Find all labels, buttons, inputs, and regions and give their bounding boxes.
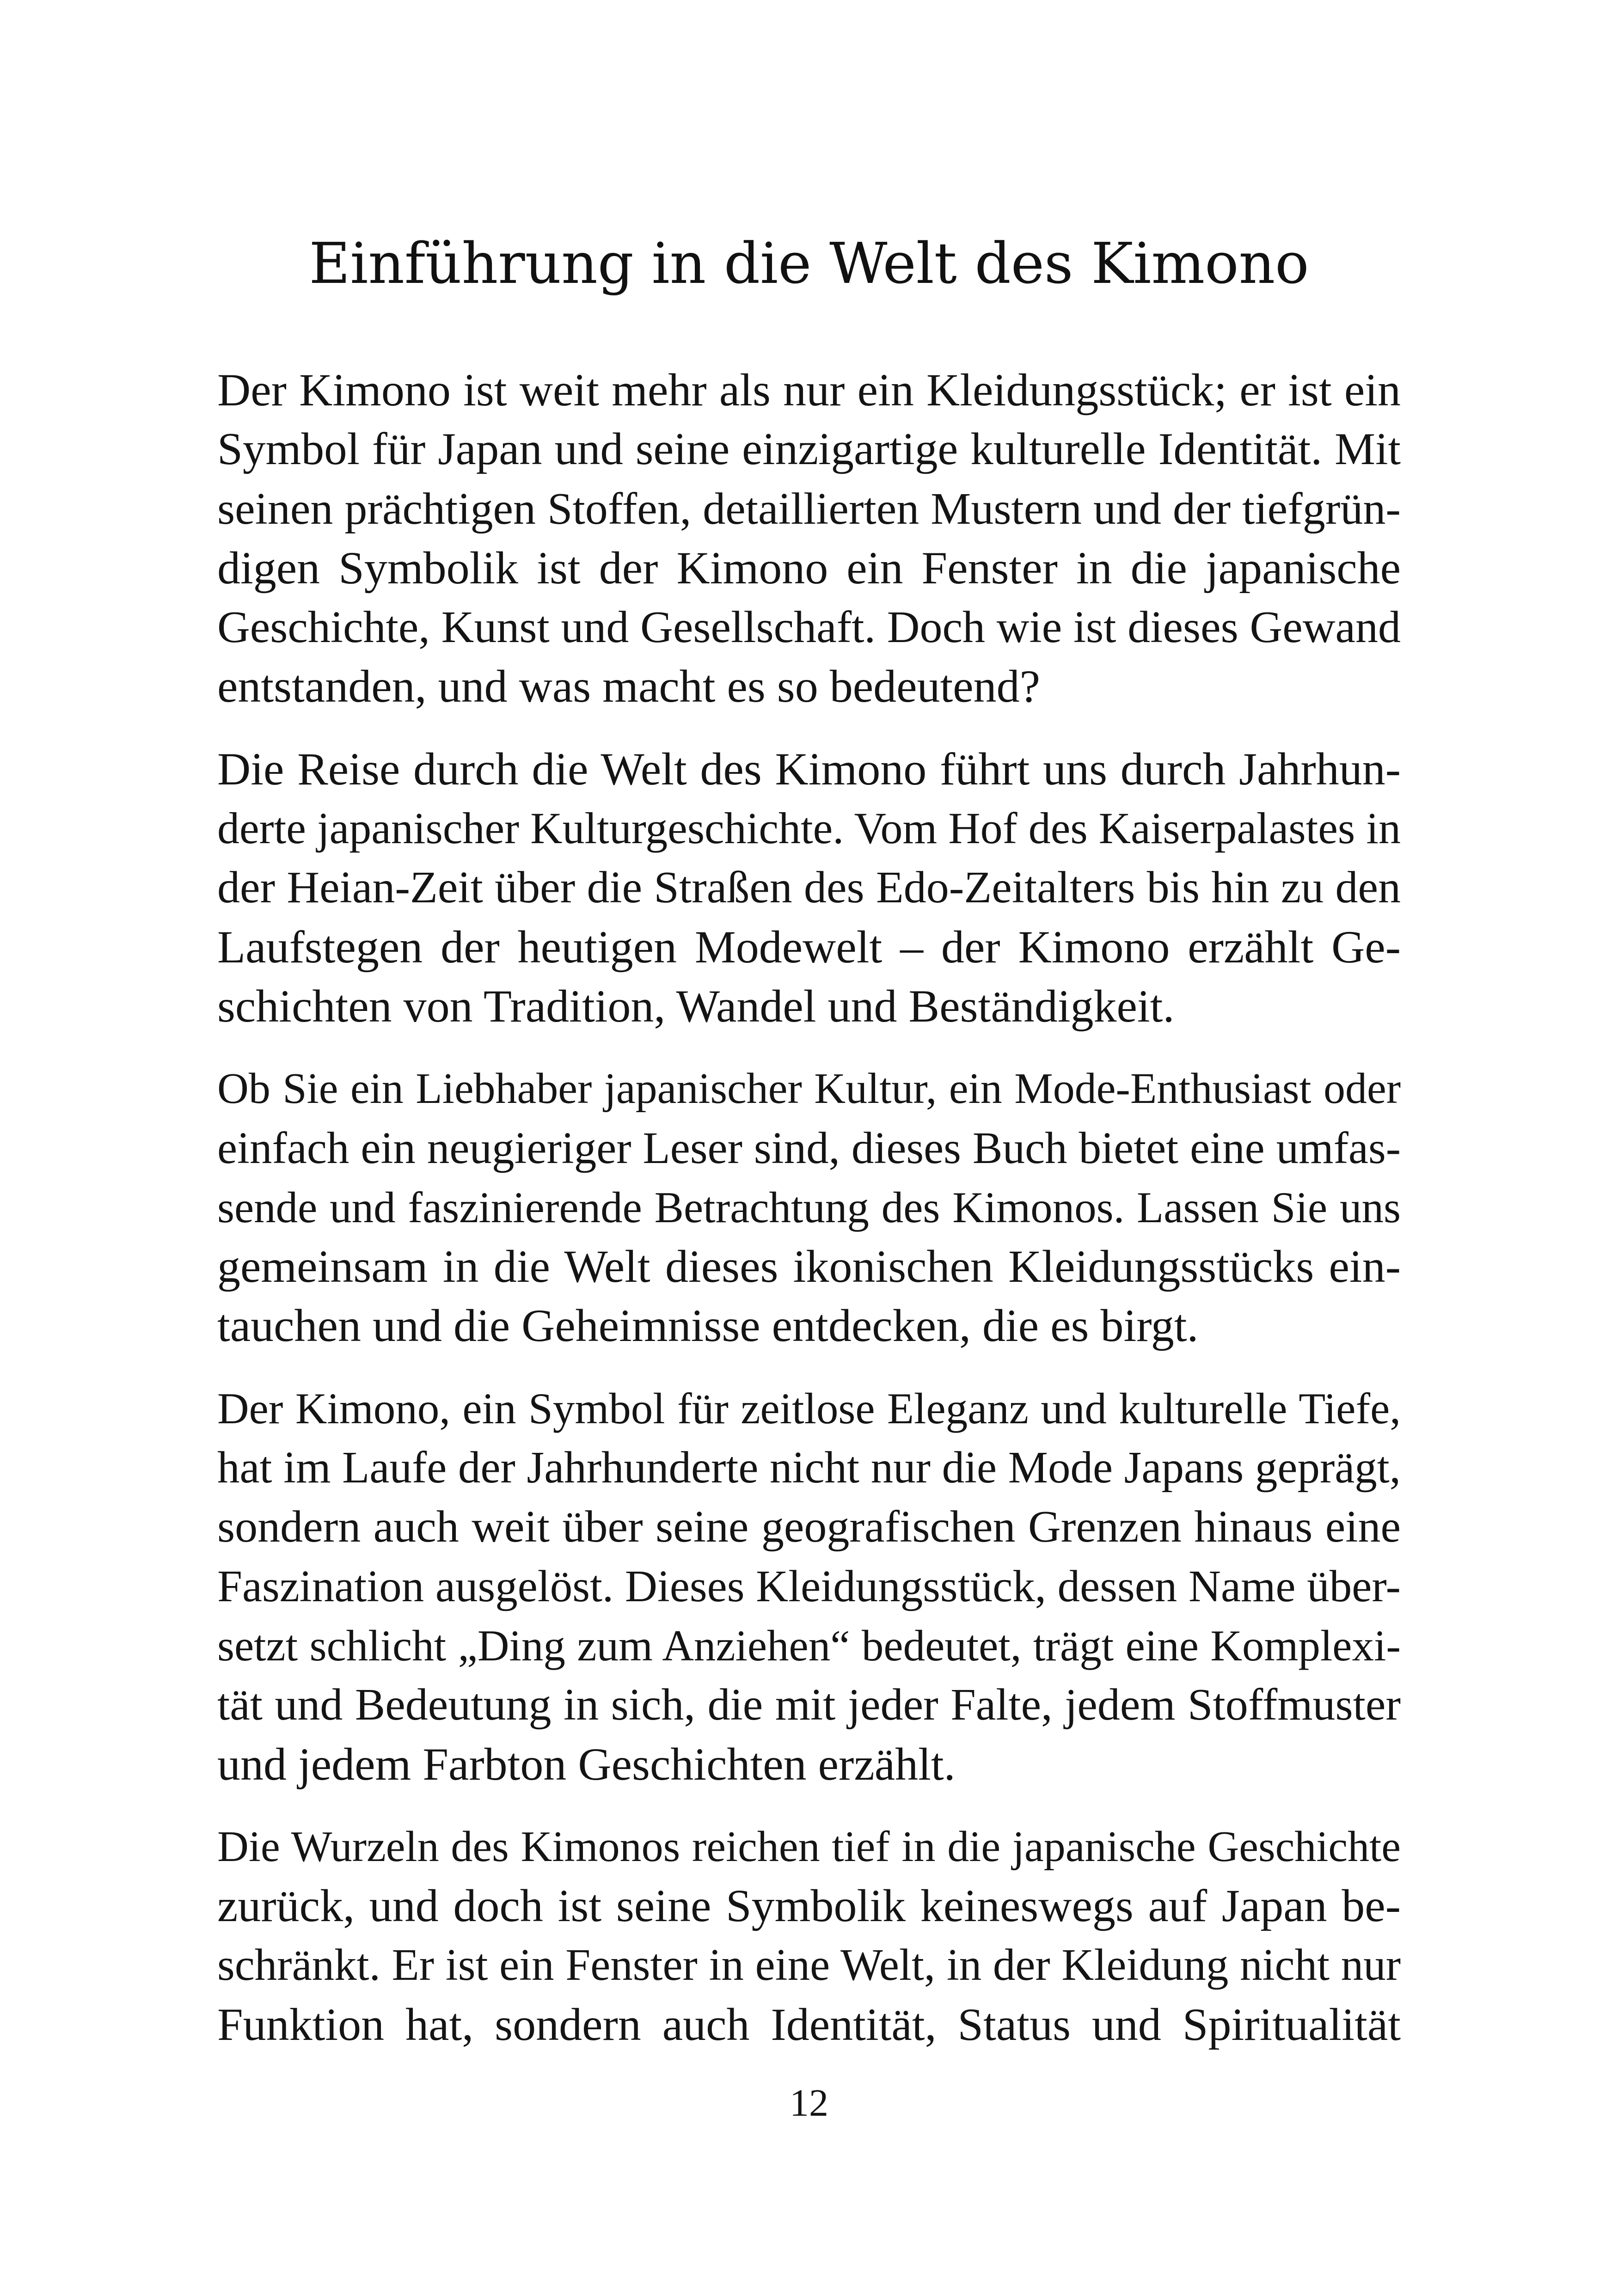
text-line: Ob Sie ein Liebhaber japanischer Kultur, ein Mode-Enthusiast oder <box>217 1065 1401 1113</box>
text-line: Geschichte, Kunst und Gesellschaft. Doch wie ist dieses Gewand <box>217 602 1401 653</box>
paragraph-2 <box>217 740 1401 1036</box>
text-line: sondern auch weit über seine geografischen Grenzen hinaus eine <box>217 1502 1401 1552</box>
text-line: sende und faszinierende Betrachtung des Kimonos. Lassen Sie uns <box>217 1182 1401 1232</box>
text-line: Die Reise durch die Welt des Kimono führt uns durch Jahrhun- <box>217 743 1401 795</box>
text-line: zurück, und doch ist seine Symbolik keineswegs auf Japan be- <box>217 1880 1401 1932</box>
text-line: Der Kimono, ein Symbol für zeitlose Eleganz und kulturelle Tiefe, <box>217 1384 1401 1433</box>
text-line: einfach ein neugieriger Leser sind, dieses Buch bietet eine umfas- <box>217 1123 1401 1173</box>
text-line: setzt schlicht „Ding zum Anziehen“ bedeutet, trägt eine Komplexi- <box>217 1621 1401 1670</box>
text-line: gemeinsam in die Welt dieses ikonischen Kleidungsstücks ein- <box>217 1241 1401 1292</box>
chapter-title: Einführung in die Welt des Kimono <box>309 231 1309 296</box>
text-line: Faszination ausgelöst. Dieses Kleidungsstück, dessen Name über- <box>217 1561 1401 1611</box>
paragraph-5 <box>217 1817 1401 2054</box>
text-line: schränkt. Er ist ein Fenster in eine Welt, in der Kleidung nicht nur <box>217 1940 1401 1990</box>
text-line: digen Symbolik ist der Kimono ein Fenster in die japanische <box>217 542 1401 594</box>
text-line: derte japanischer Kulturgeschichte. Vom Hof des Kaiserpalastes in <box>217 803 1401 853</box>
text-line: Funktion hat, sondern auch Identität, Status und Spiritualität <box>217 1998 1401 2050</box>
text-line: tauchen und die Geheimnisse entdecken, die es birgt. <box>217 1300 1199 1352</box>
text-line: der Heian-Zeit über die Straßen des Edo-Zeitalters bis hin zu den <box>217 863 1401 913</box>
paragraph-3 <box>217 1059 1401 1355</box>
paragraph-1 <box>217 361 1401 716</box>
text-line: schichten von Tradition, Wandel und Beständigkeit. <box>217 980 1175 1032</box>
text-line: und jedem Farbton Geschichten erzählt. <box>217 1738 956 1790</box>
body-text <box>217 361 1401 2077</box>
text-line: hat im Laufe der Jahrhunderte nicht nur die Mode Japans geprägt, <box>217 1443 1401 1493</box>
text-line: Die Wurzeln des Kimonos reichen tief in die japanische Geschichte <box>217 1822 1401 1871</box>
page-number: 12 <box>790 2082 828 2125</box>
text-line: Symbol für Japan und seine einzigartige kulturelle Identität. Mit <box>217 424 1401 475</box>
text-line: entstanden, und was macht es so bedeutend? <box>217 661 1041 712</box>
text-line: tät und Bedeutung in sich, die mit jeder Falte, jedem Stoffmuster <box>217 1680 1401 1730</box>
text-line: Der Kimono ist weit mehr als nur ein Kleidungsstück; er ist ein <box>217 364 1401 416</box>
text-line: Laufstegen der heutigen Modewelt – der Kimono erzählt Ge- <box>217 921 1401 973</box>
paragraph-4 <box>217 1379 1401 1794</box>
text-line: seinen prächtigen Stoffen, detaillierten Mustern und der tiefgrün- <box>217 484 1401 534</box>
